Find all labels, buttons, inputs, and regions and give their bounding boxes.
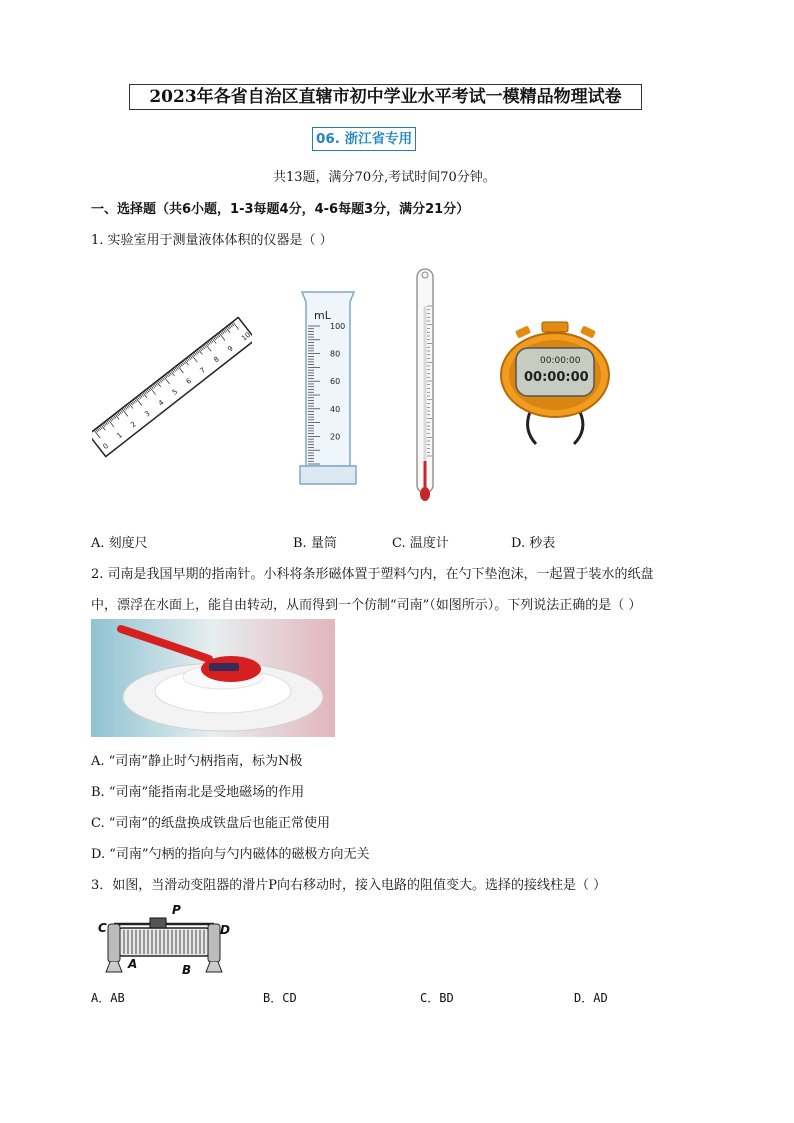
question-3-stem: 3．如图，当滑动变阻器的滑片P向右移动时，接入电路的阻值变大。选择的接线柱是（ ） <box>91 878 607 893</box>
question-3-option-a: A．AB <box>91 991 125 1005</box>
question-1-option-b: B. 量筒 <box>293 536 337 551</box>
ruler-tick-label: 3 <box>143 409 152 419</box>
stopwatch-small-readout: 00:00:00 <box>540 356 581 366</box>
question-1-stem: 1. 实验室用于测量液体体积的仪器是（ ） <box>91 233 333 248</box>
ruler-tick-label: 9 <box>226 344 235 354</box>
cylinder-tick-label: 100 <box>330 322 346 331</box>
cylinder-unit-label: mL <box>314 309 331 322</box>
question-3-option-d: D．AD <box>574 991 608 1005</box>
graduated-cylinder-image <box>298 288 358 488</box>
cylinder-tick-label: 80 <box>330 349 341 359</box>
question-2-stem-line1: 2. 司南是我国早期的指南针。小科将条形磁体置于塑料勺内，在勺下垫泡沫，一起置于装水的纸盘 <box>91 567 654 582</box>
spoon-plate-photo <box>91 619 335 737</box>
thermometer-image <box>410 266 440 506</box>
terminal-d-label: D <box>220 923 230 937</box>
slider-p-label: P <box>172 903 181 917</box>
question-2-option-c: C. “司南”的纸盘换成铁盘后也能正常使用 <box>91 816 331 831</box>
question-1-option-a: A. 刻度尺 <box>91 536 148 551</box>
ruler-tick-label: 6 <box>184 376 194 386</box>
terminal-c-label: C <box>98 921 107 935</box>
ruler-image <box>92 312 252 462</box>
question-2-option-b: B. “司南”能指南北是受地磁场的作用 <box>91 785 305 800</box>
ruler-tick-label: 10 <box>240 330 252 343</box>
question-2-option-a: A. “司南”静止时勺柄指南，标为N极 <box>91 754 303 769</box>
question-3-option-c: C．BD <box>420 991 454 1005</box>
question-1-option-c: C. 温度计 <box>392 536 449 551</box>
question-2-option-d: D. “司南”勺柄的指向与勺内磁体的磁极方向无关 <box>91 847 370 862</box>
ruler-tick-label: 0 <box>101 441 110 451</box>
terminal-a-label: A <box>128 957 138 971</box>
ruler-tick-label: 7 <box>198 366 208 376</box>
stopwatch-big-readout: 00:00:00 <box>524 370 589 385</box>
question-3-option-b: B．CD <box>263 991 297 1005</box>
section-heading: 一、选择题（共6小题，1-3每题4分，4-6每题3分，满分21分） <box>91 202 470 217</box>
cylinder-tick-label: 20 <box>330 432 341 442</box>
ruler-tick-label: 8 <box>212 355 221 365</box>
page-title: 2023年各省自治区直辖市初中学业水平考试一模精品物理试卷 <box>129 84 642 110</box>
page-subtitle: 06. 浙江省专用 <box>312 127 416 151</box>
ruler-tick-label: 2 <box>129 420 138 430</box>
terminal-b-label: B <box>182 963 192 976</box>
cylinder-tick-label: 40 <box>330 404 341 414</box>
stopwatch-image <box>498 320 613 450</box>
rheostat-image <box>96 902 234 976</box>
ruler-tick-label: 5 <box>170 387 180 397</box>
question-2-stem-line2: 中，漂浮在水面上，能自由转动，从而得到一个仿制“司南”（如图所示）。下列说法正确的是（ ） <box>91 598 642 613</box>
ruler-tick-label: 1 <box>115 431 124 441</box>
exam-info: 共13题，满分70分,考试时间70分钟。 <box>273 170 496 185</box>
ruler-tick-label: 4 <box>156 398 166 408</box>
question-1-option-d: D. 秒表 <box>511 536 556 551</box>
cylinder-tick-label: 60 <box>330 377 341 387</box>
